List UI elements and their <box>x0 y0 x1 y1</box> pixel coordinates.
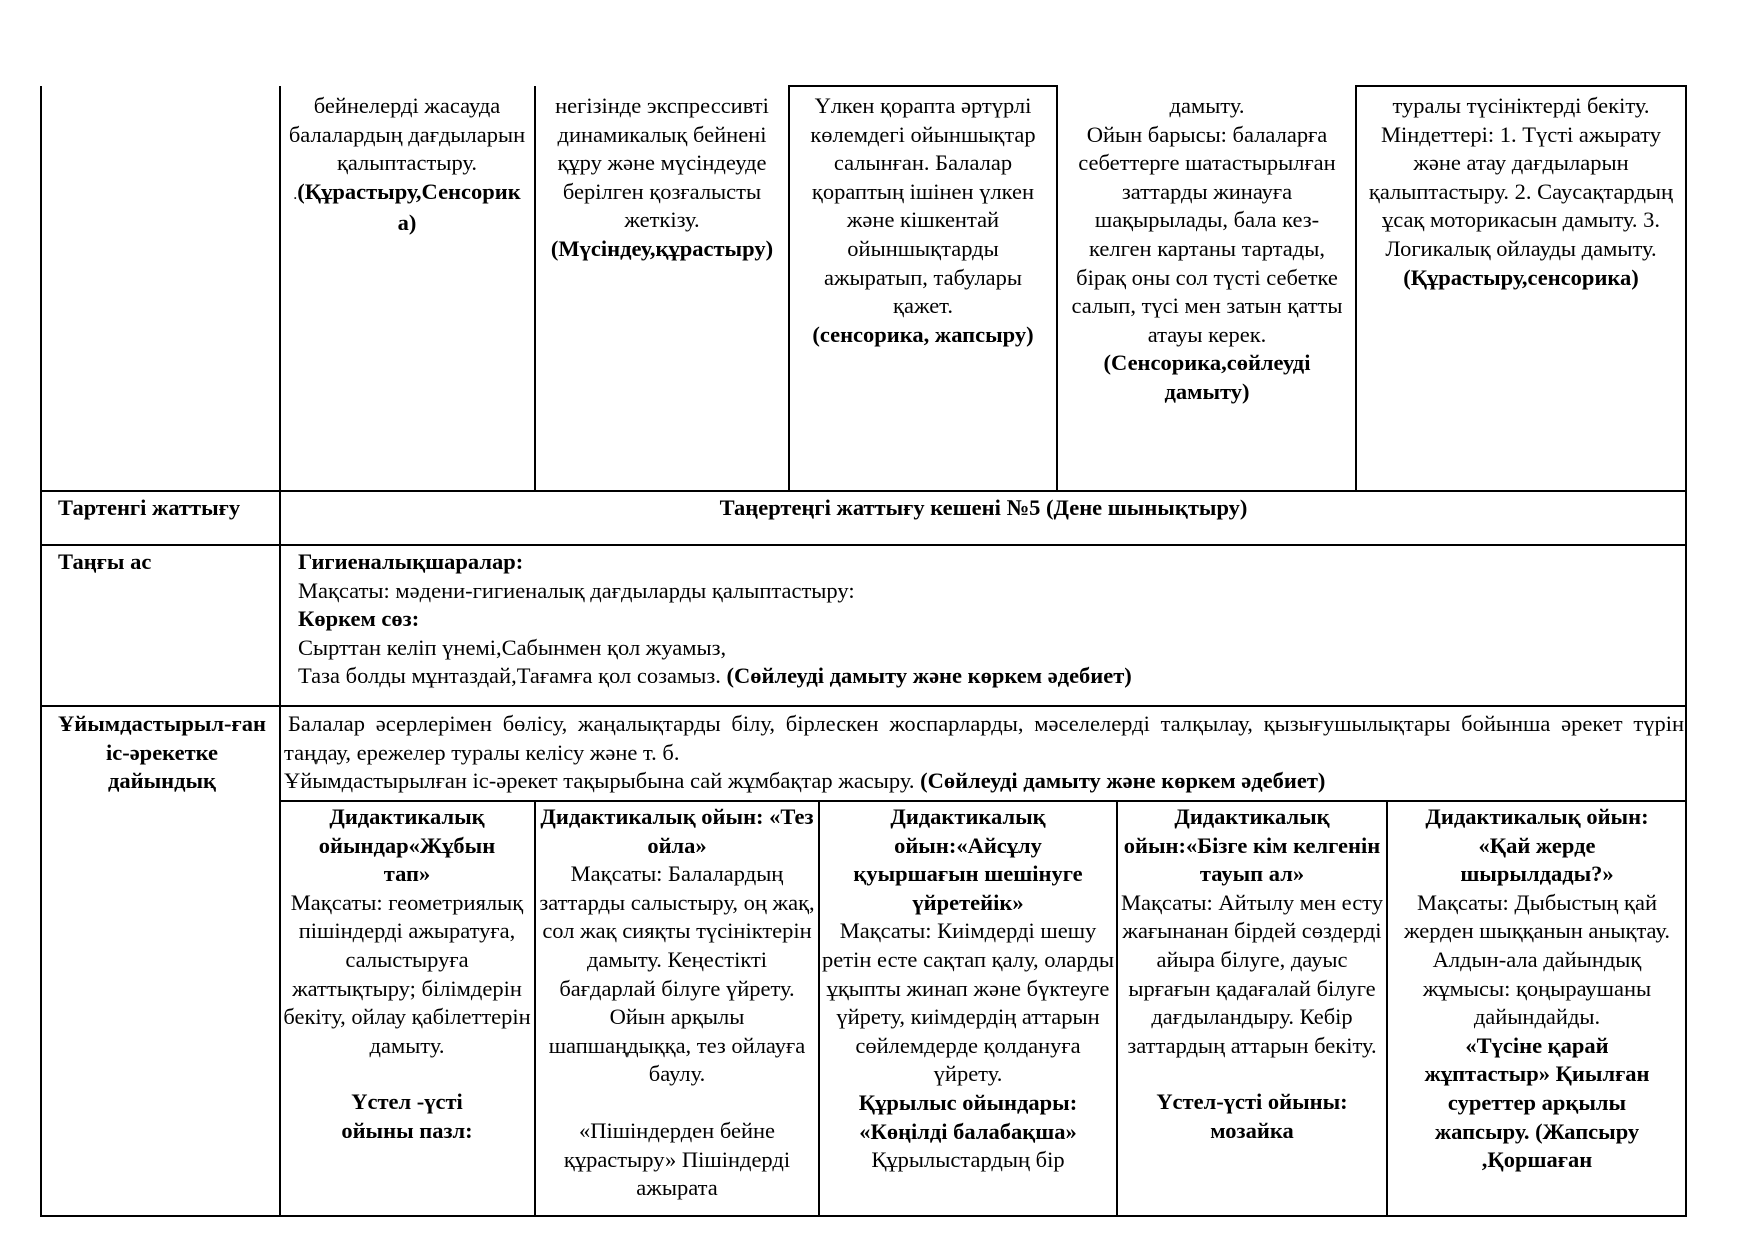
top-cell-5-tag: (Құрастыру,сенсорика) <box>1403 264 1639 290</box>
top-cell-4 <box>1064 92 1350 407</box>
games-divider-4 <box>1386 800 1388 1216</box>
game-2-title: Дидактикалық ойын: «Тез ойла» <box>540 804 814 858</box>
breakfast-label: Таңғы ас <box>58 549 152 574</box>
preparation-text-2: Ұйымдастырылған іс-әрекет тақырыбына сай жұмбақтар жасыру. <box>284 768 915 794</box>
game-3-text: Мақсаты: Киімдерді шешу ретін есте сақтап қалу, оларды ұқыпты жинап және бүктеуге үйрету, киімдердің аттарын сөйлемдерде қолдануға үйрету. <box>822 918 1114 1087</box>
top-cell-2 <box>536 92 788 264</box>
preparation-content <box>284 710 1684 796</box>
breakfast-poem-line-2 <box>298 662 1678 691</box>
game-4-extra: Үстел-үсті ойыны: мозайка <box>1156 1089 1348 1143</box>
breakfast-poem-line-1: Сырттан келіп үнемі,Сабынмен қол жуамыз, <box>298 634 727 660</box>
top-cell-1-tag: (Құрастыру,Сенсорика) <box>297 178 521 236</box>
breakfast-heading: Гигиеналықшаралар: <box>298 549 524 574</box>
exercise-content: Таңертеңгі жаттығу кешені №5 (Дене шынықтыру) <box>719 495 1248 520</box>
exercise-label: Тартенгі жаттығу <box>58 495 241 520</box>
top-cell-4-tag: (Сенсорика,сөйлеуді дамыту) <box>1103 350 1311 404</box>
top-cell-2-text: негізінде экспрессивті динамикалық бейнені құру және мүсіндеуде берілген қозғалысты жеткізу. <box>555 93 769 233</box>
top-row-divider-3 <box>1056 86 1058 491</box>
row-divider-exercise <box>40 490 1687 492</box>
top-cell-2-tag: (Мүсіндеу,құрастыру) <box>550 235 774 261</box>
table-border-right <box>1685 86 1687 1216</box>
table-border-bottom <box>40 1215 1687 1217</box>
top-cell-1-text: бейнелерді жасауда балалардың дағдыларын қалыптастыру. <box>288 93 526 176</box>
game-1-text: Мақсаты: геометриялық пішіндерді ажыратуға, салыстыруға жаттықтыру; білімдерін бекіту, ойлау қабілеттерін дамыту. <box>283 889 531 1058</box>
preparation-label: Ұйымдастырыл-ған іс-әрекетке дайындық <box>58 711 266 794</box>
top-cell-5 <box>1357 92 1685 292</box>
game-cell-4 <box>1120 803 1384 1146</box>
table-border-label-col <box>279 86 281 1216</box>
breakfast-goal: Мақсаты: мәдени-гигиеналық дағдыларды қалыптастыру: <box>298 577 855 603</box>
game-cell-3 <box>822 803 1114 1175</box>
game-1-extra: Үстел -үсті ойыны пазл: <box>341 1089 473 1143</box>
row-divider-preparation <box>40 705 1687 707</box>
game-4-title: Дидактикалық ойын:«Бізге кім келгенін тауып ал» <box>1123 804 1381 887</box>
game-3-extra-bold: Құрылыс ойындары: «Көңілді балабақша» <box>858 1089 1078 1144</box>
breakfast-tag: (Сөйлеуді дамыту және көркем әдебиет) <box>726 663 1132 689</box>
game-5-extra: «Түсіне қарай жұптастыр» Қиылған суреттер арқылы жапсыру. (Жапсыру ,Қоршаған <box>1424 1032 1650 1173</box>
game-5-text: Мақсаты: Дыбыстың қай жерден шыққанын анықтау. Алдын-ала дайындық жұмысы: қоңыраушаны дайындайды. <box>1403 889 1671 1030</box>
preparation-tag: (Сөйлеуді дамыту және көркем әдебиет) <box>920 768 1326 794</box>
top-cell-1 <box>285 92 529 238</box>
game-3-title: Дидактикалық ойын:«Айсұлу қуыршағын шешінуге үйретейік» <box>853 804 1083 915</box>
games-divider-1 <box>534 800 536 1216</box>
top-border-segment-a <box>788 85 1058 87</box>
breakfast-content <box>298 548 1678 691</box>
game-cell-2 <box>538 803 816 1203</box>
preparation-line-2 <box>284 767 1684 796</box>
top-cell-3 <box>794 92 1052 349</box>
top-border-segment-b <box>1355 85 1687 87</box>
game-2-text: Мақсаты: Балалардың заттарды салыстыру, оң жақ, сол жақ сияқты түсініктерін дамыту. Кеңестікті бағдарлай білуге үйрету. Ойын арқылы шапшаңдыққа, тез ойлауға баулу. <box>539 861 815 1087</box>
games-divider-3 <box>1116 800 1118 1216</box>
game-1-title: Дидактикалық ойындар«Жұбын тап» <box>318 804 496 887</box>
games-top-border <box>279 800 1687 802</box>
preparation-text-1: Балалар әсерлерімен бөлісу, жаңалықтарды білу, бірлескен жоспарларды, мәселелерді талқылау, қызығушылықтары бойынша әрекет түрін таңдау, ережелер туралы келісу және т. б. <box>284 711 1684 765</box>
game-cell-5 <box>1390 803 1684 1175</box>
top-cell-1-prefix: . <box>293 185 298 203</box>
top-row-divider-2 <box>788 86 790 491</box>
game-5-title: Дидактикалық ойын: «Қай жерде шырылдады?» <box>1425 804 1649 887</box>
game-cell-1 <box>283 803 531 1146</box>
top-cell-5-text: туралы түсініктерді бекіту. Міндеттері: 1. Түсті ажырату және атау дағдыларын қалыптастыру. 2. Саусақтардың ұсақ моторикасын дамыту. 3. Логикалық ойлауды дамыту. <box>1368 93 1674 261</box>
games-divider-2 <box>818 800 820 1216</box>
top-cell-3-text: Үлкен қорапта әртүрлі көлемдегі ойыншықтар салынған. Балалар қораптың ішінен үлкен және кішкентай ойыншықтарды ажыратып, табулары қажет. <box>810 93 1036 319</box>
top-cell-3-tag: (сенсорика, жапсыру) <box>812 321 1034 347</box>
game-3-extra: Құрылыстардың бір <box>871 1147 1065 1173</box>
game-2-extra: «Пішіндерден бейне құрастыру» Пішіндерді ажырата <box>563 1117 791 1201</box>
breakfast-subheading: Көркем сөз: <box>298 606 420 632</box>
row-divider-breakfast <box>40 544 1687 546</box>
breakfast-poem-line-2-text: Таза болды мұнтаздай,Тағамға қол созамыз. <box>298 663 721 689</box>
top-cell-4-text: дамыту. Ойын барысы: балаларға себеттерге шатастырылған заттарды жинауға шақырылады, бала кез-келген картаны тартады, бірақ оны сол түсті себетке салып, түсі мен затын қатты атауы керек. <box>1071 93 1343 347</box>
game-4-text: Мақсаты: Айтылу мен есту жағынанан бірдей сөздерді айыра білуге, дауыс ырғағын қадағалай білуге дағдыландыру. Кебір заттардың аттарын бекіту. <box>1121 889 1383 1058</box>
table-border-left <box>40 86 42 1216</box>
